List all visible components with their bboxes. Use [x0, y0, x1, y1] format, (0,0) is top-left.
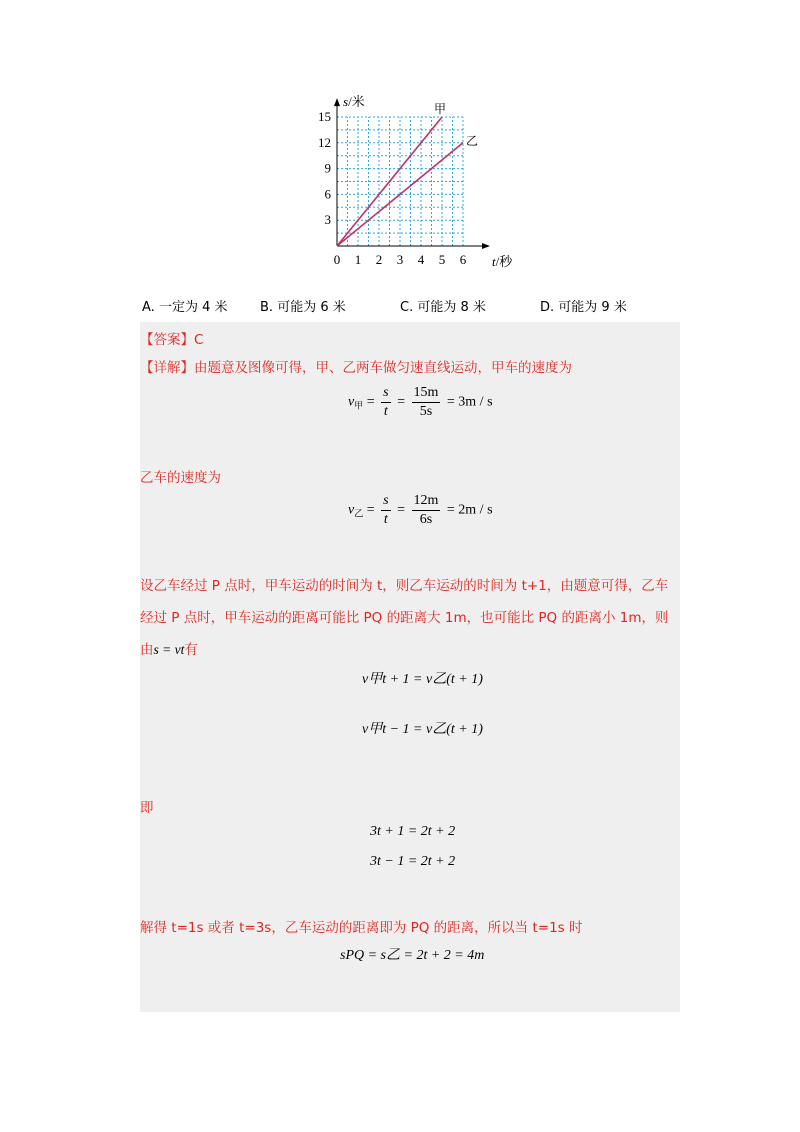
- eq2-frac-st: $\frac{s}{t}$: [383, 493, 389, 527]
- paragraph-4: 解得 t=1s 或者 t=3s，乙车运动的距离即为 PQ 的距离，所以当 t=1s 时: [140, 920, 583, 936]
- x-axis-arrow: [482, 243, 490, 249]
- equation-7: sPQ = s乙 = 2t + 2 = 4m: [340, 948, 485, 963]
- para3-suffix: 有: [184, 642, 198, 658]
- x-tick-label: 1: [354, 252, 362, 267]
- option-a-letter: A.: [142, 300, 155, 315]
- detail-intro-line: [140, 356, 572, 376]
- option-b-letter: B.: [260, 300, 274, 315]
- answer-value: C: [194, 332, 204, 348]
- eq1-result: 3m / s: [458, 394, 493, 410]
- y-tick-label: 6: [324, 186, 331, 202]
- paragraph-3: [140, 638, 198, 658]
- detail-label: 【详解】: [140, 360, 194, 376]
- equation-v-yi: $v_乙$ = $\frac{s}{t}$ = $\frac{12m}{6s}$ = 2m / s: [348, 493, 493, 527]
- answer-label: 【答案】: [140, 332, 194, 348]
- equation-5: 3t + 1 = 2t + 2: [370, 824, 456, 839]
- x-tick-label: 6: [459, 252, 467, 267]
- option-a: [142, 296, 227, 315]
- chart-svg: [300, 88, 520, 278]
- ji-label: 即: [140, 800, 154, 816]
- x-axis-label: t/秒: [492, 254, 513, 269]
- eq2-frac-values: $\frac{12m}{6s}$: [413, 493, 439, 527]
- paragraph-2: 经过 P 点时，甲车运动的距离可能比 PQ 的距离大 1m，也可能比 PQ 的距离小 1m，则: [140, 610, 669, 626]
- option-d-letter: D.: [540, 300, 555, 315]
- eq1-v: v: [348, 394, 355, 410]
- y-tick-label: 9: [324, 160, 331, 176]
- series-label-yi: 乙: [466, 133, 479, 148]
- x-tick-label: 3: [396, 252, 404, 267]
- eq1-sub: 甲: [354, 401, 364, 412]
- detail-intro: 由题意及图像可得，甲、乙两车做匀速直线运动，甲车的速度为: [194, 360, 572, 376]
- answer-options: [140, 296, 680, 318]
- equation-4: v甲t − 1 = v乙(t + 1): [362, 722, 483, 737]
- paragraph-1: 设乙车经过 P 点时，甲车运动的时间为 t，则乙车运动的时间为 t+1，由题意可得，乙车: [140, 578, 669, 594]
- y-tick-label: 12: [318, 134, 331, 150]
- option-d-text: 可能为 9 米: [558, 300, 627, 315]
- equation-6: 3t − 1 = 2t + 2: [370, 854, 456, 869]
- eq2-result: 2m / s: [458, 502, 493, 518]
- series-label-jia: 甲: [434, 102, 447, 116]
- y-axis-arrow: [334, 98, 340, 106]
- option-c-letter: C.: [400, 300, 414, 315]
- answer-explanation-box: [140, 322, 680, 1012]
- y-tick-label: 15: [318, 109, 331, 124]
- answer-line: [140, 328, 203, 348]
- option-b-text: 可能为 6 米: [277, 300, 346, 315]
- eq1-frac-values: $\frac{15m}{5s}$: [413, 385, 439, 419]
- x-tick-label: 2: [375, 252, 383, 267]
- option-d: [540, 296, 627, 315]
- x-tick-label: 0: [333, 252, 341, 267]
- eq2-sub: 乙: [354, 509, 364, 520]
- para3-formula: s = vt: [153, 642, 185, 657]
- y-axis-label: s/米: [343, 94, 365, 110]
- option-c: [400, 296, 486, 315]
- s-t-chart: [300, 88, 520, 278]
- option-b: [260, 296, 346, 315]
- eq2-v: v: [348, 502, 355, 518]
- y-tick-label: 3: [324, 212, 331, 228]
- option-c-text: 可能为 8 米: [417, 300, 486, 315]
- equation-3: v甲t + 1 = v乙(t + 1): [362, 672, 483, 687]
- eq1-frac-st: $\frac{s}{t}$: [383, 385, 389, 419]
- series-line-yi: [337, 143, 463, 246]
- yi-speed-text: 乙车的速度为: [140, 470, 221, 486]
- x-tick-label: 5: [438, 252, 446, 267]
- para3-prefix: 由: [140, 642, 154, 658]
- equation-v-jia: $v_甲$ = $\frac{s}{t}$ = $\frac{15m}{5s}$ = 3m / s: [348, 385, 493, 419]
- x-tick-label: 4: [417, 252, 425, 267]
- option-a-text: 一定为 4 米: [158, 300, 228, 315]
